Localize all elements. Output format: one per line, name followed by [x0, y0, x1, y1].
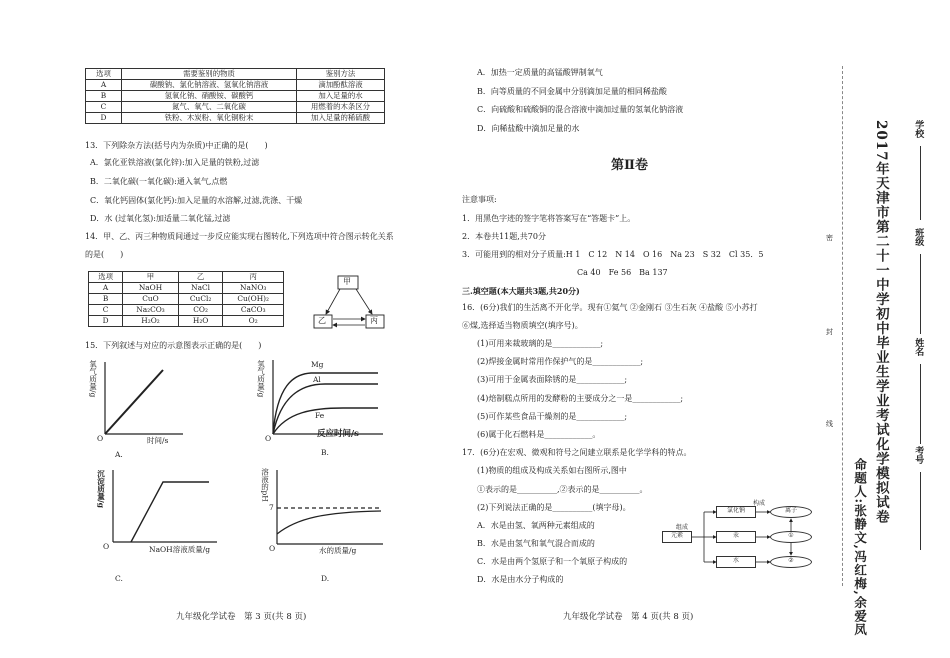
q15-option-b: B．向等质量的不同金属中分别滴加足量的相同稀盐酸: [477, 87, 667, 96]
field-name-line[interactable]: [920, 364, 921, 444]
table-cell: Na₂CO₃: [123, 305, 179, 316]
table-cell: O₂: [223, 316, 284, 327]
table-row: [89, 294, 284, 305]
q15-option-c: C．向硫酸和硫酸铜的混合溶液中滴加过量的氢氧化钠溶液: [477, 105, 684, 114]
q13-option-b: B．二氧化碳(一氧化碳):通入氧气,点燃: [90, 177, 228, 186]
table-row: [89, 305, 284, 316]
field-class-line[interactable]: [920, 254, 921, 334]
q15-option-d: D．向稀盐酸中滴加足量的水: [477, 124, 580, 133]
table-cell: C: [86, 102, 122, 113]
table-cell: B: [86, 91, 122, 102]
q13-option-c: C．氧化钙固体(氯化钙):加入足量的水溶解,过滤,洗涤、干燥: [90, 196, 303, 205]
table-header: 鉴别方法: [297, 69, 385, 80]
q17-option-a: A．水是由氢、氧两种元素组成的: [477, 521, 595, 530]
table-header: 选项: [89, 272, 123, 283]
table-header-row: [89, 272, 284, 283]
q16-item: (3)可用于金属表面除锈的是____________;: [477, 375, 628, 384]
table-cell: A: [89, 283, 123, 294]
graph-d-origin: O: [269, 544, 276, 553]
notice-1: 1．用黑色字迹的签字笔将答案写在“答题卡”上。: [462, 214, 636, 223]
q16-item: (6)属于化石燃料是____________。: [477, 430, 601, 439]
page-footer-right: 九年级化学试卷 第 4 页(共 8 页): [563, 612, 694, 622]
table-cell: CaCO₃: [223, 305, 284, 316]
table-cell: Cu(OH)₂: [223, 294, 284, 305]
graph-b-origin: O: [265, 434, 272, 443]
table-header: 甲: [123, 272, 179, 283]
table-cell: H₂O₂: [123, 316, 179, 327]
q17-option-c: C．水是由两个氢原子和一个氧原子构成的: [477, 557, 628, 566]
q15-stem: 15．下列叙述与对应的示意图表示正确的是( ): [85, 341, 262, 350]
notice-3: 3．可能用到的相对分子质量:H 1 C 12 N 14 O 16 Na 23 S 32 Cl 35．5: [462, 250, 764, 259]
q13-option-a: A．氯化亚铁溶液(氯化锌):加入足量的铁粉,过滤: [90, 158, 260, 167]
table-row: [89, 316, 284, 327]
graph-b-series-fe: Fe: [315, 411, 325, 420]
graph-d: [253, 466, 393, 586]
graph-c-ylabel: 沉淀质量/g: [96, 470, 106, 508]
table-cell: 滴加酚酞溶液: [297, 80, 385, 91]
page-footer-left: 九年级化学试卷 第 3 页(共 8 页): [176, 612, 307, 622]
table-cell: H₂O: [178, 316, 223, 327]
graph-a-xlabel: 时间/s: [147, 436, 169, 445]
table-cell: 氮气、氧气、二氧化碳: [122, 102, 297, 113]
table-cell: 碳酸钠、氯化钠溶液、氢氧化钠溶液: [122, 80, 297, 91]
diagram-node-element: 元素: [662, 531, 692, 543]
q14-table: [88, 271, 284, 327]
table-cell: D: [86, 113, 122, 124]
graph-a-caption: A.: [115, 450, 123, 459]
graph-c-origin: O: [103, 542, 110, 551]
diagram-node-ion: 离子: [770, 506, 812, 518]
graph-b-caption: B.: [321, 448, 329, 457]
graph-c: [85, 466, 225, 586]
diagram-node-2: ②: [770, 556, 812, 568]
exam-title: 2017年天津市第二十一中学初中毕业生学业考试化学模拟试卷: [872, 120, 889, 525]
q17-item: ①表示的是__________,②表示的是__________。: [477, 485, 648, 494]
field-id-line[interactable]: [920, 472, 921, 550]
table-cell: 加入足量的水: [297, 91, 385, 102]
q16-stem-1: 16．(6分)我们的生活离不开化学。现有①氦气 ②金刚石 ③生石灰 ④盐酸 ⑤小苏打: [462, 303, 758, 312]
table-cell: CuCl₂: [178, 294, 223, 305]
q17-stem: 17．(6分)在宏观、微观和符号之间建立联系是化学学科的特点。: [462, 448, 692, 457]
table-header: 乙: [178, 272, 223, 283]
table-row: [86, 102, 385, 113]
diagram-node-1: ①: [770, 531, 812, 543]
graph-a: [85, 356, 195, 460]
table-cell: 加入足量的稀硫酸: [297, 113, 385, 124]
notice-title: 注意事项:: [462, 195, 497, 204]
q17-option-d: D．水是由水分子构成的: [477, 575, 564, 584]
q17-option-b: B．水是由氢气和氧气混合而成的: [477, 539, 595, 548]
graph-c-caption: C.: [115, 574, 123, 583]
table-cell: NaOH: [123, 283, 179, 294]
table-header: 需要鉴别的物质: [122, 69, 297, 80]
field-id-label: 考号: [913, 446, 924, 464]
q17-item: (2)下列说法正确的是__________(填字母)。: [477, 503, 631, 512]
q15-option-a: A．加热一定质量的高锰酸钾制氧气: [477, 68, 603, 77]
notice-2: 2．本卷共11题,共70分: [462, 232, 546, 241]
table-cell: CO₂: [178, 305, 223, 316]
table-cell: 用燃着的木条区分: [297, 102, 385, 113]
table-cell: B: [89, 294, 123, 305]
q13-option-d: D．水 (过氧化氢):加适量二氧化锰,过滤: [90, 214, 231, 223]
graph-b: [253, 356, 393, 460]
q14-transform-diagram: [312, 274, 392, 334]
diagram-link-compose: 组成: [676, 524, 689, 531]
table-row: [86, 80, 385, 91]
table-header: 选项: [86, 69, 122, 80]
table-cell: C: [89, 305, 123, 316]
q16-stem-2: ⑥煤,选择适当物质填空(填序号)。: [462, 321, 583, 330]
seal-char-xian: 线: [826, 420, 833, 428]
graph-b-xlabel: 反应时间/s: [317, 429, 359, 439]
q16-item: (4)焙制糕点所用的发酵粉的主要成分之一是____________;: [477, 394, 684, 403]
table-row: [86, 113, 385, 124]
table-cell: NaCl: [178, 283, 223, 294]
diagram-link-construct: 构成: [753, 500, 766, 507]
diagram-node-nacl: 氯化钠: [716, 506, 756, 518]
diagram-node-top: 甲: [343, 277, 351, 286]
table-header: 丙: [223, 272, 284, 283]
table-cell: A: [86, 80, 122, 91]
q13-stem: 13．下列除杂方法(括号内为杂质)中正确的是( ): [85, 141, 268, 150]
graph-b-series-mg: Mg: [311, 360, 324, 369]
q12-table: [85, 68, 385, 124]
field-class-label: 班级: [913, 228, 924, 246]
graph-b-ylabel: 氢气质量/g: [256, 360, 266, 398]
table-row: [86, 91, 385, 102]
graph-b-series-al: Al: [313, 375, 321, 384]
graph-a-ylabel: 氧气质量/g: [88, 360, 98, 398]
part3-title: 三.填空题(本大题共3题,共20分): [462, 286, 580, 296]
table-header-row: [86, 69, 385, 80]
field-name-label: 姓名: [913, 338, 924, 356]
diagram-node-water: 水: [716, 556, 756, 568]
seal-dashed-line: [842, 66, 843, 586]
diagram-node-mercury: 汞: [716, 531, 756, 543]
seal-char-mi: 密: [826, 234, 833, 242]
exam-authors: 命题人:张静文,冯红梅,余爱凤: [852, 458, 868, 637]
q17-composition-diagram: [660, 500, 820, 580]
table-cell: CuO: [123, 294, 179, 305]
graph-d-xlabel: 水的质量/g: [319, 546, 357, 555]
table-cell: 氢氧化钠、硝酸铵、碳酸钙: [122, 91, 297, 102]
field-school-line[interactable]: [920, 146, 921, 220]
diagram-node-left: 乙: [318, 316, 326, 325]
graph-d-ylabel: 溶液的pH: [260, 468, 270, 502]
graph-c-xlabel: NaOH溶液质量/g: [149, 545, 211, 554]
table-cell: D: [89, 316, 123, 327]
q16-item: (1)可用来裁玻璃的是____________;: [477, 339, 604, 348]
field-school-label: 学校: [913, 120, 924, 138]
section-title: 第Ⅱ卷: [611, 158, 648, 173]
notice-3-cont: Ca 40 Fe 56 Ba 137: [577, 268, 668, 277]
table-row: [89, 283, 284, 294]
q14-stem-2: 的是( ): [85, 250, 124, 259]
graph-d-caption: D.: [321, 574, 330, 583]
q17-item: (1)物质的组成及构成关系如右图所示,图中: [477, 466, 627, 475]
table-cell: 铁粉、木炭粉、氧化铜粉末: [122, 113, 297, 124]
table-cell: NaNO₃: [223, 283, 284, 294]
diagram-node-right: 丙: [370, 316, 378, 325]
graph-d-tick-7: 7: [269, 503, 274, 512]
graph-a-origin: O: [97, 434, 104, 443]
q16-item: (2)焊接金属时常用作保护气的是____________;: [477, 357, 644, 366]
seal-char-feng: 封: [826, 328, 833, 336]
q16-item: (5)可作某些食品干燥剂的是____________;: [477, 412, 628, 421]
q14-stem-1: 14．甲、乙、丙三种物质间通过一步反应能实现右图转化,下列选项中符合图示转化关系: [85, 232, 394, 241]
